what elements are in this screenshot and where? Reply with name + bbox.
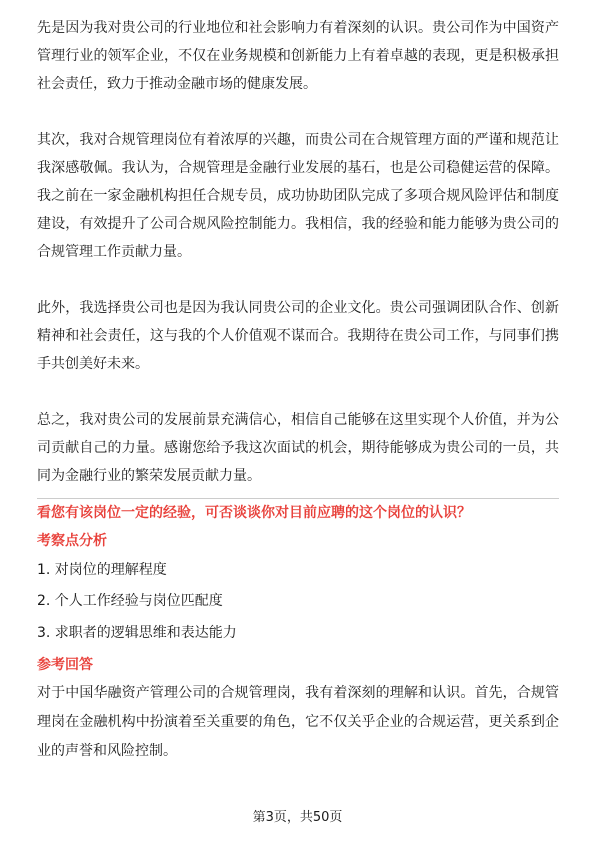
spacer — [37, 98, 559, 126]
paragraph-3: 此外，我选择贵公司也是因为我认同贵公司的企业文化。贵公司强调团队合作、创新精神和社会责任，这与我的个人价值观不谋而合。我期待在贵公司工作，与同事们携手共创美好未来。 — [37, 300, 559, 372]
analysis-item: 1. 对岗位的理解程度 — [37, 562, 167, 578]
document-page — [37, 14, 559, 766]
paragraph-2: 其次，我对合规管理岗位有着浓厚的兴趣，而贵公司在合规管理方面的严谨和规范让我深感敬佩。我认为，合规管理是金融行业发展的基石，也是公司稳健运营的保障。我之前在一家金融机构担任合规专员，成功协助团队完成了多项合规风险评估和制度建设，有效提升了公司合规风险控制能力。我相信，我的经验和能力能够为贵公司的合规管理工作贡献力量。 — [37, 132, 559, 260]
analysis-item: 2. 个人工作经验与岗位匹配度 — [37, 593, 223, 609]
spacer — [37, 490, 559, 498]
analysis-title: 考察点分析 — [37, 533, 107, 549]
spacer — [37, 378, 559, 406]
page-number: 第3页，共50页 — [252, 810, 343, 825]
paragraph-4: 总之，我对贵公司的发展前景充满信心，相信自己能够在这里实现个人价值，并为公司贡献自己的力量。感谢您给予我这次面试的机会，期待能够成为贵公司的一员，共同为金融行业的繁荣发展贡献力量。 — [37, 412, 559, 484]
answer-title: 参考回答 — [37, 657, 93, 673]
spacer — [37, 266, 559, 294]
interview-question: 看您有该岗位一定的经验，可否谈谈你对目前应聘的这个岗位的认识？ — [37, 505, 471, 521]
paragraph-1: 先是因为我对贵公司的行业地位和社会影响力有着深刻的认识。贵公司作为中国资产管理行业的领军企业，不仅在业务规模和创新能力上有着卓越的表现，更是积极承担社会责任，致力于推动金融市场的健康发展。 — [37, 20, 559, 92]
answer-text: 对于中国华融资产管理公司的合规管理岗，我有着深刻的理解和认识。首先，合规管理岗在金融机构中扮演着至关重要的角色，它不仅关乎企业的合规运营，更关系到企业的声誉和风险控制。 — [37, 685, 559, 759]
analysis-item: 3. 求职者的逻辑思维和表达能力 — [37, 625, 237, 641]
